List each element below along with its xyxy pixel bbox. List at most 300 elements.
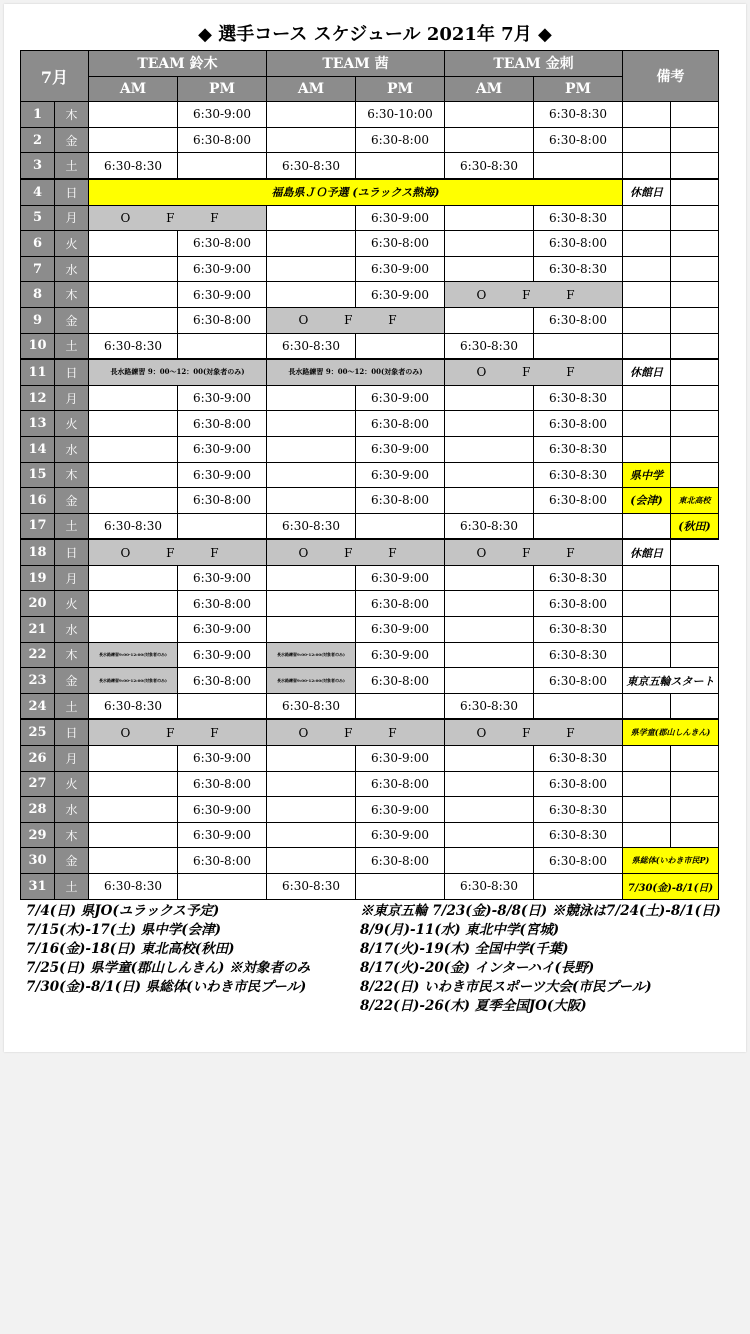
time-cell: 6:30-9:00 [356,617,445,643]
remark-cell [671,565,719,591]
time-cell [267,848,356,874]
time-cell: 6:30-9:00 [356,462,445,488]
note-line: 7/25(日) 県学童(郡山しんきん) ※対象者のみ [26,960,311,976]
table-row [21,205,719,231]
long-course-cell: 長水路練習9:00-12:00(対象者のみ) [267,642,356,668]
long-course-cell: 長水路練習 9：00～12：00(対象者のみ) [89,359,267,385]
time-cell: 6:30-8:30 [534,385,623,411]
time-cell: 6:30-8:00 [534,591,623,617]
table-row [21,385,719,411]
time-cell [356,693,445,719]
remark-cell [671,179,719,205]
time-cell [178,333,267,359]
long-course-cell: 長水路練習9:00-12:00(対象者のみ) [267,668,356,694]
weekday: 月 [55,565,89,591]
remark-cell [623,746,671,772]
day-number: 21 [21,617,55,643]
day-number: 26 [21,746,55,772]
note-line: 7/15(木)-17(土) 県中学(会津) [26,922,222,938]
long-course-cell: 長水路練習9:00-12:00(対象者のみ) [89,642,178,668]
time-cell [89,127,178,153]
time-cell: 6:30-8:30 [534,746,623,772]
weekday: 木 [55,282,89,308]
time-cell: 6:30-8:30 [534,102,623,128]
remark-kenchu: (会津) [623,488,671,514]
time-cell [89,591,178,617]
time-cell: 6:30-8:30 [534,642,623,668]
time-cell [445,231,534,257]
team-header: TEAM 金刺 [445,51,623,77]
remark-cell [623,436,671,462]
pm-header: PM [534,76,623,102]
table-row [21,513,719,539]
time-cell: 6:30-8:00 [356,591,445,617]
day-number: 20 [21,591,55,617]
table-row [21,874,719,900]
time-cell [89,411,178,437]
remark-cell [623,642,671,668]
remark-cell [623,127,671,153]
time-cell [267,411,356,437]
remark-cell [671,822,719,848]
notes-left [26,902,310,997]
time-cell [267,127,356,153]
day-number: 27 [21,771,55,797]
table-row [21,617,719,643]
time-cell: 6:30-9:00 [178,642,267,668]
remark-cell [623,565,671,591]
time-cell [445,771,534,797]
table-row [21,102,719,128]
remark-cell [671,256,719,282]
remark-cell [623,591,671,617]
remark-cell [671,307,719,333]
time-cell [534,874,623,900]
day-number: 7 [21,256,55,282]
time-cell: 6:30-10:00 [356,102,445,128]
time-cell: 6:30-9:00 [356,642,445,668]
off-cell: O F F [445,719,623,745]
time-cell: 6:30-8:00 [356,411,445,437]
time-cell: 6:30-9:00 [356,565,445,591]
remark-cell [671,642,719,668]
weekday: 水 [55,256,89,282]
remark-cell [623,411,671,437]
time-cell [89,256,178,282]
time-cell: 6:30-9:00 [178,282,267,308]
off-cell: O F F [89,539,267,565]
time-cell: 6:30-8:00 [356,848,445,874]
time-cell [534,333,623,359]
time-cell [267,771,356,797]
time-cell: 6:30-8:30 [445,874,534,900]
table-row [21,565,719,591]
time-cell [267,436,356,462]
time-cell: 6:30-8:00 [178,668,267,694]
am-header: AM [89,76,178,102]
weekday: 日 [55,359,89,385]
remark-cell [671,385,719,411]
weekday: 土 [55,333,89,359]
remark-cell [671,102,719,128]
remark-cell [623,102,671,128]
time-cell: 6:30-9:00 [356,746,445,772]
time-cell [445,642,534,668]
time-cell: 6:30-8:30 [445,693,534,719]
time-cell [178,513,267,539]
remark-cell [623,231,671,257]
remark-cell [623,333,671,359]
time-cell: 6:30-8:30 [89,513,178,539]
day-number: 28 [21,797,55,823]
day-number: 9 [21,307,55,333]
time-cell [356,874,445,900]
pm-header: PM [356,76,445,102]
time-cell [445,385,534,411]
notes-right [360,902,721,1016]
remark-cell [623,282,671,308]
time-cell [267,385,356,411]
remark-closed: 休館日 [623,179,671,205]
note-line: 7/16(金)-18(日) 東北高校(秋田) [26,941,235,957]
time-cell: 6:30-8:30 [534,436,623,462]
weekday: 木 [55,102,89,128]
day-number: 17 [21,513,55,539]
remark-cell [623,307,671,333]
weekday: 土 [55,513,89,539]
time-cell: 6:30-8:00 [534,127,623,153]
time-cell [534,693,623,719]
day-number: 24 [21,693,55,719]
time-cell [89,102,178,128]
table-row [21,797,719,823]
time-cell [445,668,534,694]
time-cell [267,231,356,257]
time-cell [445,591,534,617]
time-cell: 6:30-9:00 [356,385,445,411]
time-cell [89,307,178,333]
remark-cell [671,797,719,823]
time-cell: 6:30-9:00 [356,256,445,282]
weekday: 水 [55,797,89,823]
weekday: 火 [55,591,89,617]
note-line: 8/17(火)-19(木) 全国中学(千葉) [360,941,569,957]
weekday: 火 [55,771,89,797]
table-row [21,359,719,385]
weekday: 土 [55,153,89,179]
time-cell [445,797,534,823]
time-cell: 6:30-9:00 [178,256,267,282]
weekday: 金 [55,848,89,874]
table-row [21,771,719,797]
time-cell [89,436,178,462]
am-header: AM [445,76,534,102]
time-cell: 6:30-8:30 [267,874,356,900]
time-cell [445,746,534,772]
time-cell [445,565,534,591]
weekday: 月 [55,746,89,772]
time-cell: 6:30-8:30 [89,874,178,900]
remark-cell [671,127,719,153]
time-cell: 6:30-9:00 [178,565,267,591]
time-cell: 6:30-8:30 [445,333,534,359]
day-number: 10 [21,333,55,359]
time-cell [445,822,534,848]
weekday: 金 [55,668,89,694]
day-number: 1 [21,102,55,128]
remark-cell [623,771,671,797]
remark-closed: 休館日 [623,359,671,385]
day-number: 22 [21,642,55,668]
note-line: ※東京五輪 7/23(金)-8/8(日) ※競泳は7/24(土)-8/1(日) [360,903,721,919]
time-cell [267,591,356,617]
off-cell: O F F [445,539,623,565]
day-number: 29 [21,822,55,848]
remark-cell [623,153,671,179]
weekday: 日 [55,179,89,205]
table-row [21,153,719,179]
remark-closed: 休館日 [623,539,671,565]
time-cell: 6:30-9:00 [178,822,267,848]
remark-tokyo-start: 東京五輪スタート [623,668,719,694]
time-cell [89,822,178,848]
time-cell: 6:30-9:00 [178,746,267,772]
weekday: 日 [55,719,89,745]
remark-tohoku: (秋田) [671,513,719,539]
time-cell [267,746,356,772]
remark-cell [623,797,671,823]
remark-cell [623,205,671,231]
weekday: 木 [55,462,89,488]
schedule-sheet [4,4,746,1052]
time-cell: 6:30-9:00 [178,462,267,488]
time-cell: 6:30-9:00 [178,617,267,643]
time-cell [445,462,534,488]
time-cell: 6:30-9:00 [178,102,267,128]
remark-kengakudo: 県学童(郡山しんきん) [623,719,719,745]
table-row [21,693,719,719]
time-cell: 6:30-9:00 [356,797,445,823]
time-cell: 6:30-8:00 [178,411,267,437]
table-row [21,668,719,694]
time-cell [267,205,356,231]
time-cell [356,513,445,539]
time-cell: 6:30-8:30 [267,153,356,179]
time-cell: 6:30-8:30 [534,256,623,282]
time-cell: 6:30-8:00 [356,231,445,257]
table-row [21,488,719,514]
remark-cell [671,591,719,617]
time-cell [445,436,534,462]
day-number: 8 [21,282,55,308]
table-row [21,642,719,668]
time-cell: 6:30-9:00 [356,822,445,848]
note-line: 7/30(金)-8/1(日) 県総体(いわき市民プール) [26,979,307,995]
off-cell: O F F [267,719,445,745]
note-line: 8/17(火)-20(金) インターハイ(長野) [360,960,595,976]
day-number: 31 [21,874,55,900]
schedule-table [20,50,719,900]
long-course-cell: 長水路練習9:00-12:00(対象者のみ) [89,668,178,694]
day-number: 14 [21,436,55,462]
time-cell: 6:30-8:00 [534,668,623,694]
team-header: TEAM 茜 [267,51,445,77]
time-cell [445,617,534,643]
day-number: 19 [21,565,55,591]
time-cell [445,411,534,437]
table-row [21,256,719,282]
remark-cell [623,256,671,282]
weekday: 土 [55,874,89,900]
table-row [21,462,719,488]
table-row [21,179,719,205]
table-row [21,127,719,153]
day-number: 30 [21,848,55,874]
time-cell: 6:30-8:00 [178,307,267,333]
time-cell: 6:30-8:30 [534,797,623,823]
table-row [21,231,719,257]
time-cell: 6:30-8:00 [178,127,267,153]
day-number: 23 [21,668,55,694]
remark-kenchu: 県中学 [623,462,671,488]
off-cell: O F F [445,359,623,385]
remark-cell [671,231,719,257]
time-cell [267,617,356,643]
time-cell: 6:30-8:00 [178,231,267,257]
weekday: 金 [55,488,89,514]
day-number: 3 [21,153,55,179]
off-cell: O F F [267,307,445,333]
time-cell [445,205,534,231]
time-cell [89,617,178,643]
time-cell [89,282,178,308]
remark-cell [671,462,719,488]
weekday: 日 [55,539,89,565]
remarks-header: 備考 [623,51,719,102]
time-cell: 6:30-8:30 [267,693,356,719]
time-cell [89,565,178,591]
day-number: 2 [21,127,55,153]
table-row [21,436,719,462]
time-cell [267,488,356,514]
note-line: 8/22(日) いわき市民スポーツ大会(市民プール) [360,979,652,995]
time-cell: 6:30-8:00 [534,307,623,333]
remark-cell [623,513,671,539]
table-row [21,282,719,308]
off-cell: O F F [445,282,623,308]
time-cell: 6:30-8:00 [356,771,445,797]
remark-cell [623,822,671,848]
time-cell [267,565,356,591]
time-cell [178,874,267,900]
time-cell: 6:30-8:00 [534,231,623,257]
time-cell [534,153,623,179]
remark-cell [671,333,719,359]
day-number: 25 [21,719,55,745]
time-cell: 6:30-8:30 [534,822,623,848]
time-cell: 6:30-8:30 [534,205,623,231]
time-cell: 6:30-8:30 [89,693,178,719]
time-cell [267,797,356,823]
time-cell: 6:30-8:30 [534,565,623,591]
remark-cell [671,436,719,462]
time-cell: 6:30-8:00 [356,127,445,153]
time-cell [445,307,534,333]
remark-cell [671,282,719,308]
time-cell: 6:30-8:00 [178,771,267,797]
remark-cell [671,359,719,385]
time-cell: 6:30-8:00 [534,771,623,797]
day-number: 4 [21,179,55,205]
day-number: 11 [21,359,55,385]
day-number: 5 [21,205,55,231]
day-number: 15 [21,462,55,488]
time-cell: 6:30-8:30 [534,617,623,643]
time-cell: 6:30-8:30 [534,462,623,488]
time-cell [178,153,267,179]
remark-kensoutai-date: 7/30(金)-8/1(日) [623,874,719,900]
note-line: 8/22(日)-26(木) 夏季全国JO(大阪) [360,998,587,1014]
remark-cell [623,693,671,719]
time-cell: 6:30-9:00 [178,385,267,411]
time-cell [89,385,178,411]
weekday: 月 [55,385,89,411]
time-cell: 6:30-8:30 [89,153,178,179]
time-cell [89,488,178,514]
remark-cell [671,153,719,179]
remark-cell [671,411,719,437]
remark-cell [623,617,671,643]
off-cell: O F F [89,719,267,745]
time-cell: 6:30-8:30 [89,333,178,359]
time-cell [267,256,356,282]
weekday: 土 [55,693,89,719]
month-header: 7月 [21,51,89,102]
table-row [21,746,719,772]
time-cell: 6:30-8:30 [267,333,356,359]
time-cell: 6:30-9:00 [356,436,445,462]
time-cell: 6:30-9:00 [356,205,445,231]
table-row [21,539,719,565]
time-cell: 6:30-9:00 [356,282,445,308]
table-row [21,719,719,745]
time-cell [89,231,178,257]
remark-cell [623,385,671,411]
weekday: 木 [55,822,89,848]
time-cell [267,822,356,848]
table-row [21,307,719,333]
day-number: 6 [21,231,55,257]
note-line: 8/9(月)-11(水) 東北中学(宮城) [360,922,560,938]
weekday: 水 [55,617,89,643]
day-number: 16 [21,488,55,514]
time-cell [89,462,178,488]
weekday: 月 [55,205,89,231]
day-number: 18 [21,539,55,565]
time-cell [89,746,178,772]
remark-tohoku: 東北高校 [671,488,719,514]
am-header: AM [267,76,356,102]
time-cell [534,513,623,539]
time-cell: 6:30-8:00 [534,411,623,437]
time-cell: 6:30-8:30 [445,513,534,539]
time-cell: 6:30-9:00 [178,436,267,462]
time-cell [445,256,534,282]
remark-kensoutai: 県総体(いわき市民P) [623,848,719,874]
time-cell: 6:30-8:00 [356,668,445,694]
table-row [21,848,719,874]
time-cell: 6:30-8:00 [534,488,623,514]
